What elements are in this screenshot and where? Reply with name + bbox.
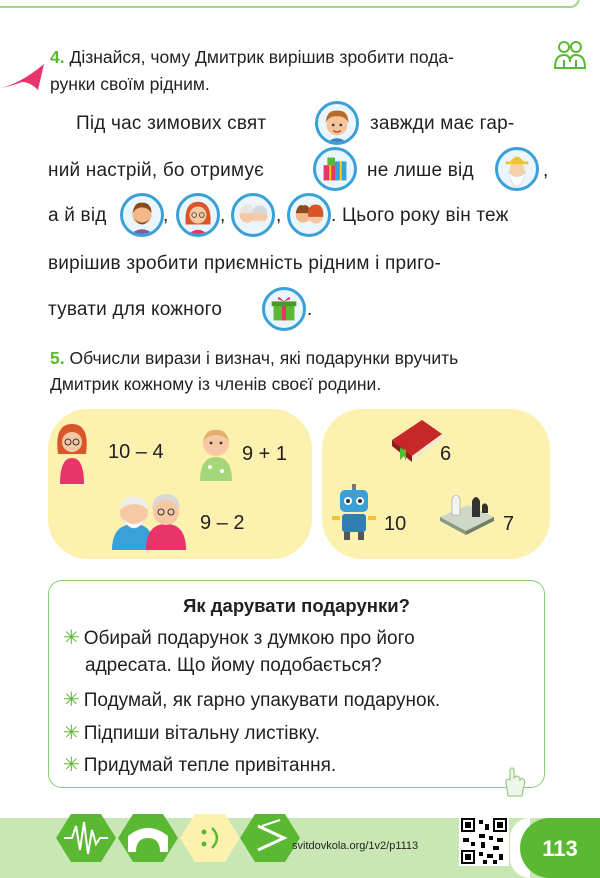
gift-chess-number: 7 bbox=[503, 513, 515, 535]
page-number: 113 bbox=[542, 836, 578, 861]
expression-mother: 10 – 4 bbox=[108, 441, 164, 463]
father-portrait bbox=[120, 193, 164, 237]
story-line-5a: тувати для кожного bbox=[48, 299, 223, 320]
story-sep-3: , bbox=[276, 205, 282, 226]
task-5-line2: Дмитрик кожному із членів своєї родини. bbox=[50, 374, 382, 394]
bridge-icon bbox=[118, 812, 178, 864]
task-5-number: 5. bbox=[50, 348, 65, 368]
task-5-instruction bbox=[50, 345, 570, 397]
task-4-instruction bbox=[50, 44, 550, 98]
tip-bullet-icon: ✳ bbox=[63, 689, 80, 711]
tip-1-text: Обирай подарунок з думкою про його bbox=[83, 628, 415, 649]
story-line-3a: а й від bbox=[48, 205, 107, 226]
story-period: . bbox=[307, 299, 313, 320]
bookmark-arrow-icon bbox=[0, 60, 44, 94]
sound-wave-icon bbox=[56, 812, 116, 864]
gift-robot-number: 10 bbox=[384, 513, 407, 535]
tips-box bbox=[48, 580, 545, 788]
task-4-number: 4. bbox=[50, 47, 65, 67]
task-5-line1: Обчисли вирази і визнач, які подарунки вручить bbox=[69, 348, 459, 368]
tip-1-cont-text: адресата. Що йому подобається? bbox=[85, 655, 382, 676]
smile-icon bbox=[180, 812, 240, 864]
expression-grandparents: 9 – 2 bbox=[200, 512, 245, 534]
baby-figure bbox=[194, 425, 238, 481]
footer-url[interactable]: svitdovkola.org/1v2/p1113 bbox=[292, 840, 419, 852]
story-line-4: вирішив зробити приємність рідним і приго- bbox=[48, 253, 442, 274]
task-4-line1: Дізнайся, чому Дмитрик вирішив зробити пода- bbox=[69, 47, 454, 67]
gifts-portrait bbox=[313, 147, 357, 191]
pair-work-icon bbox=[552, 38, 588, 74]
st-nicholas-portrait bbox=[495, 147, 539, 191]
tips-title: Як дарувати подарунки? bbox=[183, 595, 410, 616]
tip-bullet-icon: ✳ bbox=[63, 627, 80, 649]
task-4-line2: рунки своїм рідним. bbox=[50, 74, 210, 94]
top-border bbox=[0, 0, 600, 12]
tip-1 bbox=[63, 624, 415, 653]
mother-figure bbox=[52, 420, 92, 484]
tip-3 bbox=[63, 719, 320, 748]
story-line-2a: ний настрій, бо отримує bbox=[48, 160, 265, 181]
mother-portrait bbox=[176, 193, 220, 237]
grandparents-figure bbox=[108, 490, 190, 550]
dmytryk-portrait bbox=[315, 101, 359, 145]
family-portrait bbox=[287, 193, 331, 237]
tip-2 bbox=[63, 686, 440, 715]
story-line-1a: Під час зимових свят bbox=[76, 113, 267, 134]
expression-baby: 9 + 1 bbox=[242, 443, 288, 465]
tip-4 bbox=[63, 751, 336, 780]
tip-3-text: Підпиши вітальну листівку. bbox=[83, 723, 321, 744]
book-gift-icon bbox=[388, 414, 444, 466]
angle-icon bbox=[240, 812, 300, 864]
gift-book-number: 6 bbox=[440, 443, 452, 465]
grandparents-portrait bbox=[231, 193, 275, 237]
tip-bullet-icon: ✳ bbox=[63, 722, 80, 744]
tip-1-cont bbox=[85, 652, 382, 680]
story-line-2b: не лише від bbox=[367, 160, 474, 181]
tip-2-text: Подумай, як гарно упакувати подарунок. bbox=[83, 690, 441, 711]
chess-gift-icon bbox=[438, 487, 496, 535]
story-line-1b: завжди має гар- bbox=[370, 113, 515, 134]
story-line-3b: . Цього року він теж bbox=[331, 205, 509, 226]
tip-4-text: Придумай тепле привітання. bbox=[83, 755, 337, 776]
story-sep-2: , bbox=[220, 205, 226, 226]
gift-box-portrait bbox=[262, 287, 306, 331]
story-sep-1: , bbox=[163, 205, 169, 226]
qr-code-icon[interactable] bbox=[459, 816, 509, 866]
hand-pointer-icon bbox=[500, 766, 528, 798]
robot-gift-icon bbox=[330, 484, 378, 542]
tip-bullet-icon: ✳ bbox=[63, 754, 80, 776]
story-comma-1: , bbox=[543, 160, 549, 181]
